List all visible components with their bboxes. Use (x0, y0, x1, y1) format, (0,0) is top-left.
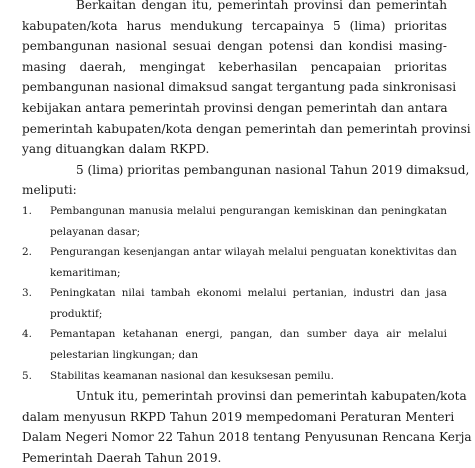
paragraph1-line: Berkaitan dengan itu, pemerintah provinsi dan pemerintah (76, 0, 447, 12)
paragraph1-line: pembangunan nasional dimaksud sangat tergantung pada sinkronisasi (22, 80, 457, 95)
paragraph3-line: Untuk itu, pemerintah provinsi dan pemerintah kabupaten/kota (76, 389, 467, 404)
list-item-line: pelestarian lingkungan; dan (50, 349, 199, 362)
list-item-line: Pemantapan ketahanan energi, pangan, dan sumber daya air melalui (50, 328, 447, 341)
list-item-number: 4. (22, 328, 32, 341)
paragraph2-line: meliputi: (22, 183, 77, 198)
list-item-number: 5. (22, 369, 32, 382)
paragraph1-line: yang dituangkan dalam RKPD. (22, 142, 210, 157)
list-item-line: Pembangunan manusia melalui pengurangan kemiskinan dan peningkatan (50, 204, 447, 217)
paragraph1-line: pembangunan nasional sesuai dengan potensi dan kondisi masing- (22, 39, 447, 54)
paragraph1-line: masing daerah, mengingat keberhasilan pencapaian prioritas (22, 59, 447, 74)
list-item-line: Peningkatan nilai tambah ekonomi melalui pertanian, industri dan jasa (50, 287, 447, 300)
list-item-line: Pengurangan kesenjangan antar wilayah melalui penguatan konektivitas dan (50, 246, 457, 259)
paragraph2-line: 5 (lima) prioritas pembangunan nasional Tahun 2019 dimaksud, (76, 162, 470, 177)
paragraph1-line: pemerintah kabupaten/kota dengan pemerintah dan pemerintah provinsi (22, 121, 471, 136)
paragraph1-line: kebijakan antara pemerintah provinsi dengan pemerintah dan antara (22, 100, 448, 115)
list-item-number: 1. (22, 204, 32, 217)
list-item-line: produktif; (50, 307, 103, 320)
list-item-line: Stabilitas keamanan nasional dan kesuksesan pemilu. (50, 369, 334, 382)
list-item-line: pelayanan dasar; (50, 225, 141, 238)
list-item-number: 2. (22, 246, 32, 259)
paragraph3-line: dalam menyusun RKPD Tahun 2019 mempedomani Peraturan Menteri (22, 409, 455, 424)
paragraph1-line: kabupaten/kota harus mendukung tercapainya 5 (lima) prioritas (22, 18, 447, 33)
list-item-number: 3. (22, 287, 32, 300)
list-item-line: kemaritiman; (50, 266, 121, 279)
paragraph3-line: Pemerintah Daerah Tahun 2019. (22, 451, 222, 465)
paragraph3-line: Dalam Negeri Nomor 22 Tahun 2018 tentang Penyusunan Rencana Kerja (22, 430, 472, 445)
